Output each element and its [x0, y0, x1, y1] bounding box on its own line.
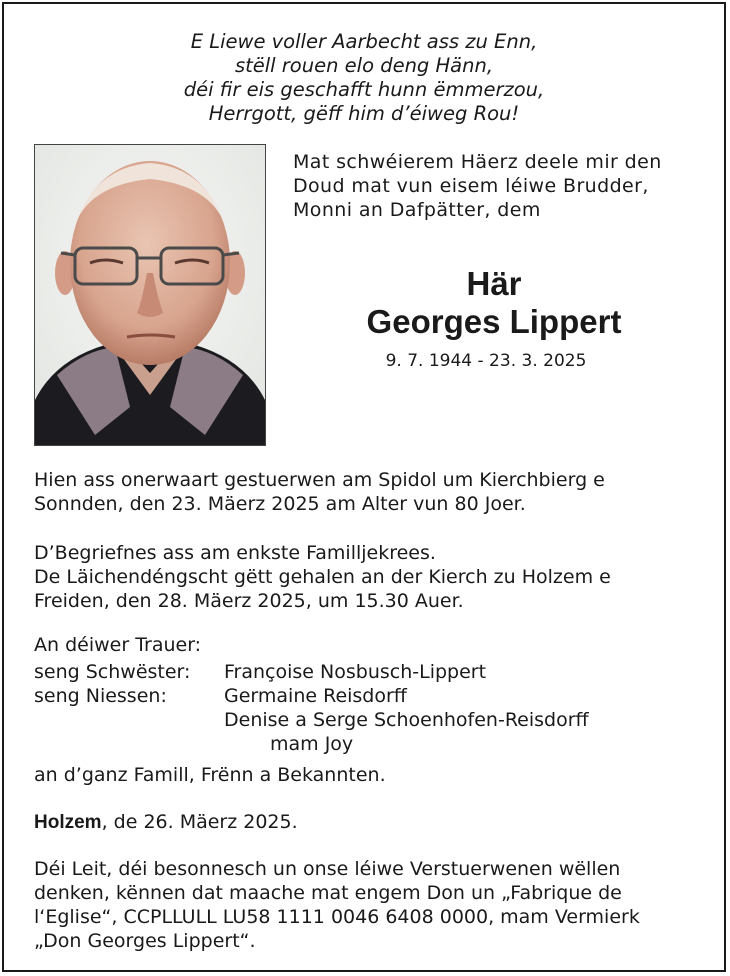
mourner-name: Denise a Serge Schoenhofen-Reisdorff: [224, 709, 589, 731]
intro-line: Mat schwéierem Häerz deele mir den: [293, 151, 662, 173]
mourner-child: mam Joy: [270, 733, 354, 755]
mourner-name: Germaine Reisdorff: [224, 685, 407, 707]
deceased-name: Georges Lippert: [366, 303, 622, 340]
relation-label: seng Schwëster:: [34, 661, 191, 683]
mourners-list: [34, 660, 589, 756]
poem-line: Herrgott, gëff him d’éiweg Rou!: [208, 102, 520, 125]
funeral-paragraph: [34, 541, 704, 613]
life-dates: 9. 7. 1944 - 23. 3. 2025: [385, 351, 587, 371]
paragraph-line: Hien ass onerwaart gestuerwen am Spidol um Kierchbierg e: [34, 469, 605, 491]
mourners-closing: an d’ganz Famill, Frënn a Bekannten.: [34, 764, 386, 786]
mourners-heading: An déiwer Trauer:: [34, 634, 202, 656]
paragraph-line: denken, kënnen dat maache mat engem Don un „Fabrique de: [34, 882, 622, 904]
paragraph-line: l‘Eglise“, CCPLLULL LU58 1111 0046 6408 0000, mam Vermierk: [34, 906, 640, 928]
place-date: [34, 810, 298, 835]
notice-date: , de 26. Mäerz 2025.: [101, 811, 298, 833]
mourner-row: [34, 660, 589, 684]
intro-line: Doud mat vun eisem léiwe Brudder,: [293, 175, 649, 197]
paragraph-line: De Läichendéngscht gëtt gehalen an der Kierch zu Holzem e: [34, 566, 611, 588]
poem-line: déi fir eis geschafft hunn ëmmerzou,: [183, 78, 545, 101]
memorial-poem: [4, 30, 724, 126]
mourner-row: [34, 684, 589, 708]
paragraph-line: Freiden, den 28. Mäerz 2025, um 15.30 Auer.: [34, 590, 464, 612]
paragraph-line: „Don Georges Lippert“.: [34, 930, 256, 952]
mourner-name: Françoise Nosbusch-Lippert: [224, 661, 487, 683]
portrait-photo: [34, 144, 266, 446]
donation-paragraph: [34, 857, 704, 953]
intro-line: Monni an Dafpätter, dem: [293, 199, 541, 221]
poem-line: stëll rouen elo deng Hänn,: [234, 54, 494, 77]
poem-line: E Liewe voller Aarbecht ass zu Enn,: [190, 30, 538, 53]
obituary-notice: [2, 2, 726, 972]
place-name: Holzem: [34, 812, 102, 833]
death-paragraph: [34, 468, 704, 516]
intro-text: [293, 150, 703, 222]
paragraph-line: Sonnden, den 23. Mäerz 2025 am Alter vun 80 Joer.: [34, 493, 526, 515]
honorific: Här: [466, 265, 522, 302]
paragraph-line: Déi Leit, déi besonnesch un onse léiwe Verstuerwenen wëllen: [34, 858, 621, 880]
paragraph-line: D’Begriefnes ass am enkste Familljekrees.: [34, 542, 436, 564]
mourner-row: [34, 708, 589, 732]
relation-label: seng Niessen:: [34, 685, 167, 707]
